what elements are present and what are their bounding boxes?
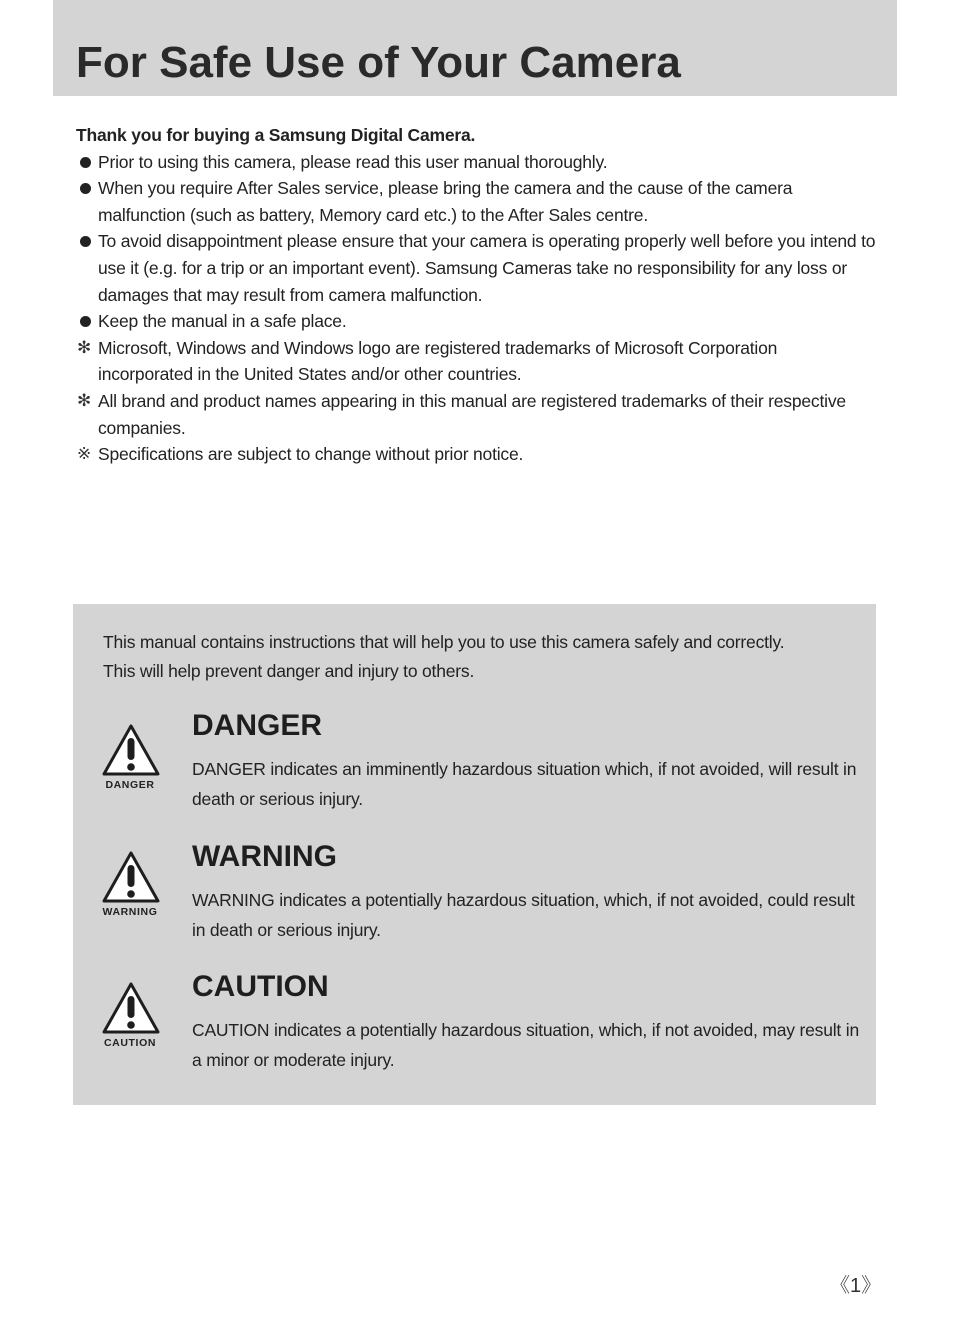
list-item-text: Microsoft, Windows and Windows logo are registered trademarks of Microsoft Corporation incorporated in the United States and/or other countries. (98, 337, 778, 385)
list-item (76, 388, 876, 441)
intro-section (76, 122, 876, 468)
list-item-text: To avoid disappointment please ensure that your camera is operating properly well before you intend to use it (e.g. for a trip or an important event). Samsung Cameras take no responsibility for any loss or damages that may result from camera malfunction. (98, 231, 876, 305)
list-item-text: When you require After Sales service, please bring the camera and the cause of the camera malfunction (such as battery, Memory card etc.) to the After Sales centre. (98, 178, 793, 225)
caution-description: CAUTION indicates a potentially hazardous situation, which, if not avoided, may result in a minor or moderate injury. (192, 1020, 859, 1070)
page-header (53, 0, 897, 96)
list-item (76, 175, 876, 228)
asterisk-icon: ✻ (77, 390, 92, 410)
thank-you-line: Thank you for buying a Samsung Digital Camera. (76, 125, 476, 145)
safety-intro-line-1: This manual contains instructions that will help you to use this camera safely and correctly. (103, 632, 785, 652)
caution-heading: CAUTION (192, 970, 329, 1003)
list-item (76, 335, 876, 388)
caution-triangle-icon (100, 980, 160, 1049)
list-item (76, 308, 876, 335)
list-item (76, 149, 876, 176)
safety-notice-box (73, 604, 876, 1105)
warning-icon-label: WARNING (102, 906, 158, 918)
reference-mark-icon: ※ (77, 444, 92, 464)
page-number: 《1》 (830, 1275, 882, 1297)
list-item (76, 441, 876, 468)
safety-intro (103, 628, 863, 686)
danger-triangle-icon (100, 722, 160, 791)
warning-heading: WARNING (192, 840, 337, 873)
intro-list (76, 149, 876, 468)
warning-triangle-icon (100, 849, 160, 918)
asterisk-icon: ✻ (77, 337, 92, 357)
page-title: For Safe Use of Your Camera (76, 38, 681, 87)
safety-intro-line-2: This will help prevent danger and injury to others. (103, 661, 475, 681)
danger-icon-label: DANGER (105, 779, 155, 791)
list-item (76, 228, 876, 308)
warning-description: WARNING indicates a potentially hazardous situation, which, if not avoided, could result in death or serious injury. (192, 890, 855, 940)
list-item-text: Specifications are subject to change without prior notice. (98, 444, 524, 465)
danger-description: DANGER indicates an imminently hazardous situation which, if not avoided, will result in death or serious injury. (192, 759, 857, 809)
list-item-text: Keep the manual in a safe place. (98, 311, 347, 332)
danger-heading: DANGER (192, 709, 323, 742)
list-item-text: Prior to using this camera, please read this user manual thoroughly. (98, 151, 608, 172)
caution-icon-label: CAUTION (103, 1037, 157, 1049)
list-item-text: All brand and product names appearing in this manual are registered trademarks of their respective companies. (98, 390, 846, 438)
